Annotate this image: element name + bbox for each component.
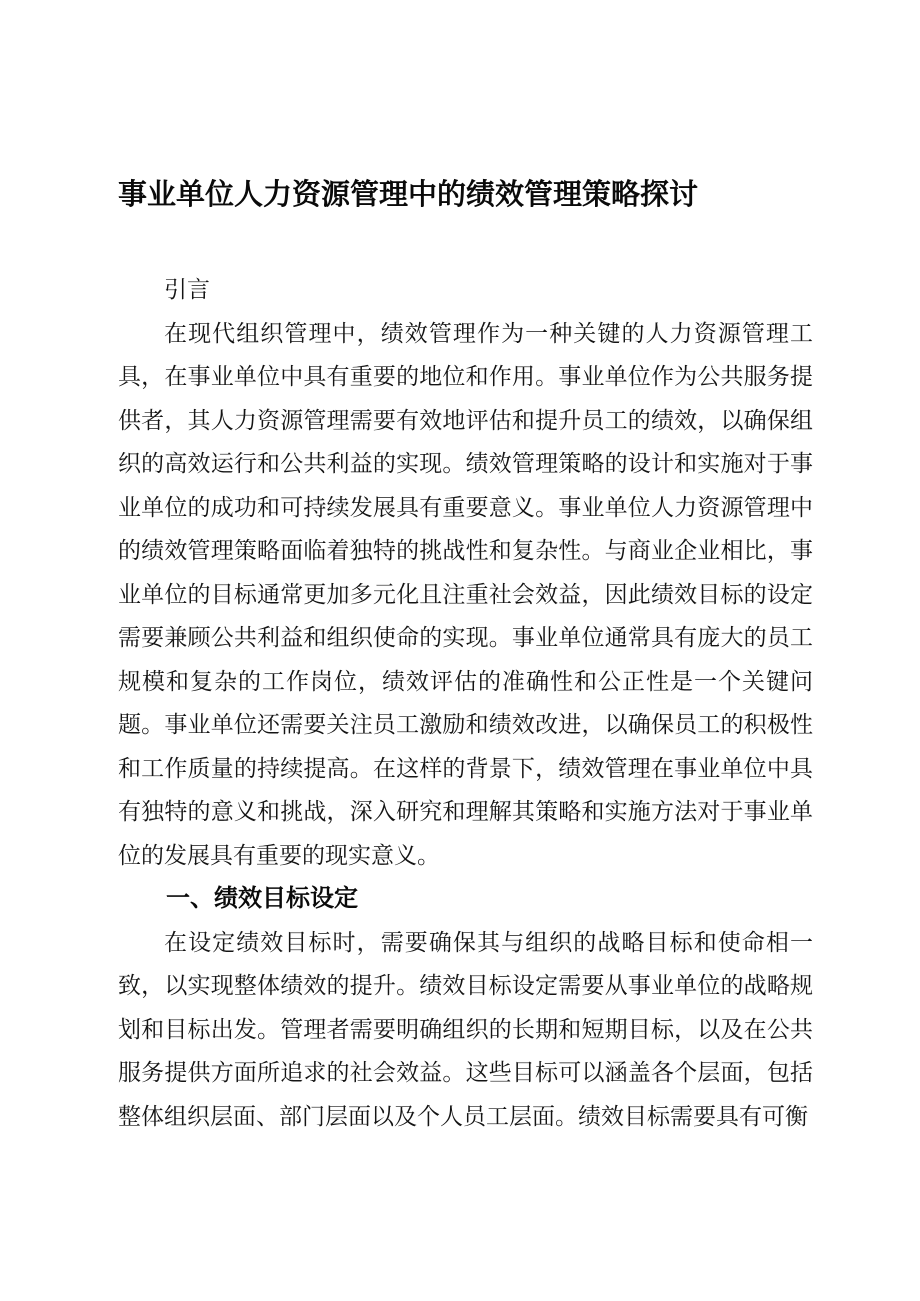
section-1-paragraph: 在设定绩效目标时，需要确保其与组织的战略目标和使命相一致，以实现整体绩效的提升。绩效目标设定需要从事业单位的战略规划和目标出发。管理者需要明确组织的长期和短期目标，以及在公共服务提供方面所追求的社会效益。这些目标可以涵盖各个层面，包括整体组织层面、部门层面以及个人员工层面。绩效目标需要具有可衡 (118, 929, 813, 1129)
intro-label-paragraph: 引言 (164, 277, 210, 302)
section-1-heading: 一、绩效目标设定 (166, 885, 358, 912)
document-content (118, 178, 813, 1138)
document-title: 事业单位人力资源管理中的绩效管理策略探讨 (118, 179, 699, 211)
introduction-paragraph: 在现代组织管理中，绩效管理作为一种关键的人力资源管理工具，在事业单位中具有重要的地位和作用。事业单位作为公共服务提供者，其人力资源管理需要有效地评估和提升员工的绩效，以确保组织的高效运行和公共利益的实现。绩效管理策略的设计和实施对于事业单位的成功和可持续发展具有重要意义。事业单位人力资源管理中的绩效管理策略面临着独特的挑战性和复杂性。与商业企业相比，事业单位的目标通常更加多元化且注重社会效益，因此绩效目标的设定需要兼顾公共利益和组织使命的实现。事业单位通常具有庞大的员工规模和复杂的工作岗位，绩效评估的准确性和公正性是一个关键问题。事业单位还需要关注员工激励和绩效改进，以确保员工的积极性和工作质量的持续提高。在这样的背景下，绩效管理在事业单位中具有独特的意义和挑战，深入研究和理解其策略和实施方法对于事业单位的发展具有重要的现实意义。 (118, 320, 813, 868)
